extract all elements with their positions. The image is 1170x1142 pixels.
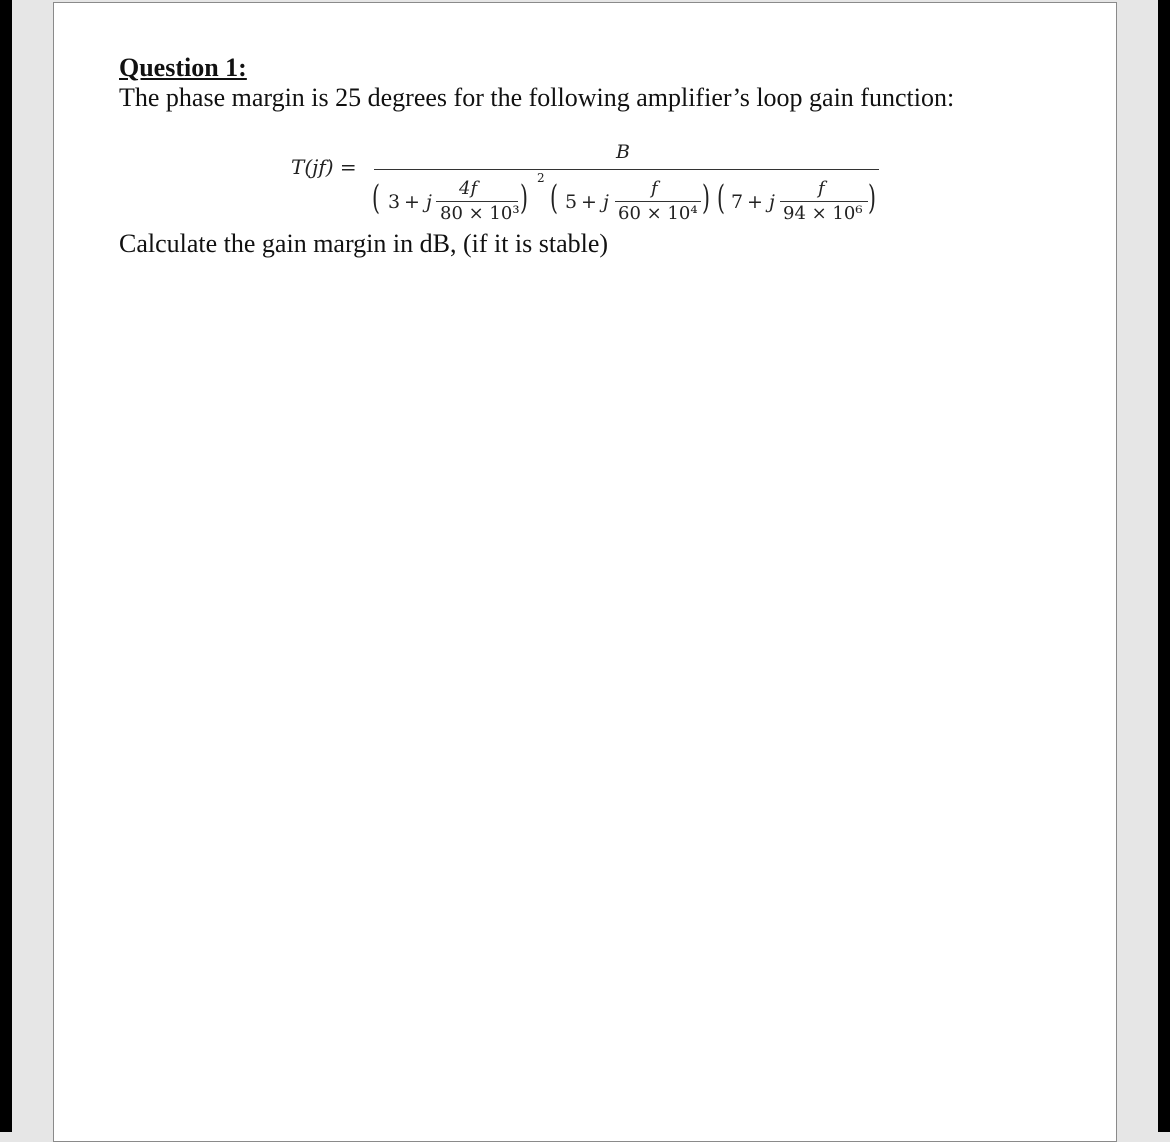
document-page [53, 2, 1117, 1142]
main-fraction-bar [374, 169, 879, 170]
question-title: Question 1: [119, 53, 247, 82]
factor-3-denominator: 94 × 10⁶ [783, 203, 863, 224]
factor-1-open-paren: ( [372, 178, 380, 218]
factor-3-numerator: f [818, 178, 825, 199]
factor-2-plus-j: + j [581, 191, 609, 213]
factor-1-numerator: 4f [459, 178, 478, 199]
factor-1-denominator: 80 × 10³ [440, 203, 520, 224]
factor-2-numerator: f [651, 178, 658, 199]
factor-2-close-paren: ) [702, 178, 710, 218]
right-frame-edge [1158, 0, 1170, 1132]
left-frame-edge [0, 0, 12, 1132]
equation-numerator: B [616, 141, 630, 163]
factor-1-plus-j: + j [404, 191, 432, 213]
factor-2-open-paren: ( [550, 178, 558, 218]
equation-lhs: T(jf) = [291, 155, 357, 179]
factor-1-fraction-bar [436, 201, 518, 202]
factor-2-const: 5 [565, 191, 578, 213]
factor-3-const: 7 [731, 191, 744, 213]
factor-3-open-paren: ( [717, 178, 725, 218]
factor-3-close-paren: ) [868, 178, 876, 218]
factor-2-denominator: 60 × 10⁴ [618, 203, 698, 224]
factor-1-close-paren: ) [520, 178, 528, 218]
factor-1-power: 2 [537, 171, 545, 185]
factor-3-plus-j: + j [747, 191, 775, 213]
question-task: Calculate the gain margin in dB, (if it is stable) [119, 229, 609, 258]
factor-1-const: 3 [388, 191, 401, 213]
factor-2-fraction-bar [615, 201, 701, 202]
question-intro: The phase margin is 25 degrees for the following amplifier’s loop gain function: [119, 83, 955, 112]
factor-3-fraction-bar [780, 201, 868, 202]
